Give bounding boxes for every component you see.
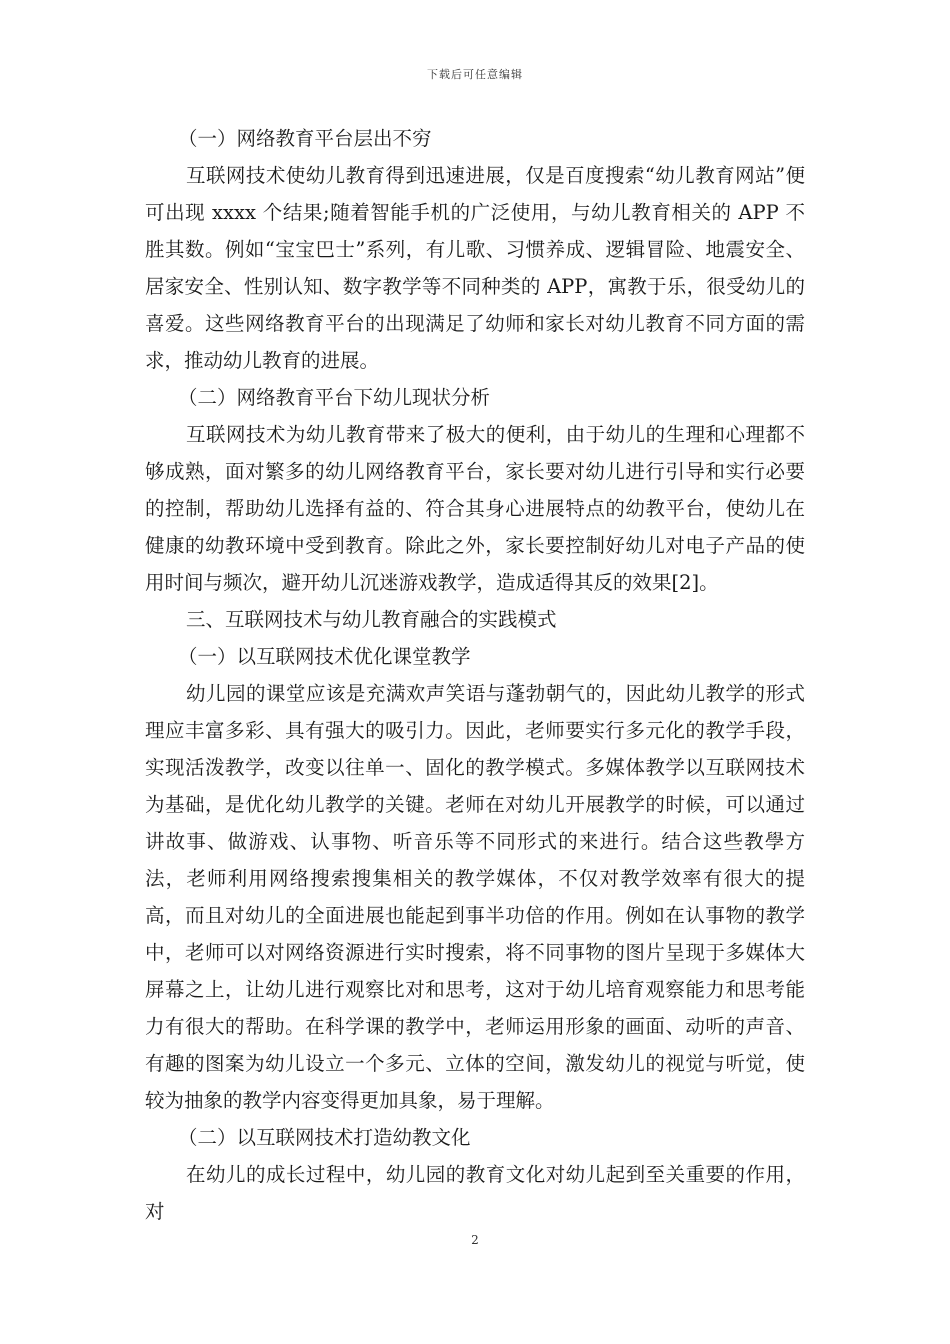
paragraph-optimize-classroom: 幼儿园的课堂应该是充满欢声笑语与蓬勃朝气的，因此幼儿教学的形式理应丰富多彩、具有强大的吸引力。因此，老师要实行多元化的教学手段，实现活泼教学，改变以往单一、固化的教学模式。多媒体教学以互联网技术为基础，是优化幼儿教学的关键。老师在对幼儿开展教学的时候，可以通过讲故事、做游戏、认事物、听音乐等不同形式的来进行。结合这些教學方法，老师利用网络搜索搜集相关的教学媒体，不仅对教学效率有很大的提高，而且对幼儿的全面进展也能起到事半功倍的作用。例如在认事物的教学中，老师可以对网络资源进行实时搜索，将不同事物的图片呈现于多媒体大屏幕之上，让幼儿进行观察比对和思考，这对于幼儿培育观察能力和思考能力有很大的帮助。在科学课的教学中，老师运用形象的画面、动听的声音、有趣的图案为幼儿设立一个多元、立体的空间，激发幼儿的视觉与听觉，使较为抽象的教学内容变得更加具象，易于理解。: [145, 682, 805, 1112]
page-header: 下载后可任意编辑: [427, 68, 523, 81]
paragraph-preschool-culture: 在幼儿的成长过程中，幼儿园的教育文化对幼儿起到至关重要的作用，对: [145, 1163, 805, 1223]
document-body: [145, 120, 805, 1230]
paragraph-online-platforms: 互联网技术使幼儿教育得到迅速进展，仅是百度搜索“幼儿教育网站”便可出现 xxxx 个结果;随着智能手机的广泛使用，与幼儿教育相关的 APP 不胜其数。例如“宝宝巴士”系列，有儿歌、习惯养成、逻辑冒险、地震安全、居家安全、性别认知、数字教学等不同种类的 APP，寓教于乐，很受幼儿的喜爱。这些网络教育平台的出现满足了幼师和家长对幼儿教育不同方面的需求，推动幼儿教育的进展。: [145, 164, 805, 372]
page-number: 2: [471, 1233, 479, 1247]
section-heading-preschool-culture: （二）以互联网技术打造幼教文化: [178, 1126, 471, 1149]
section-heading-online-platforms: （一）网络教育平台层出不穷: [178, 127, 432, 150]
section-heading-optimize-classroom: （一）以互联网技术优化课堂教学: [178, 645, 471, 668]
paragraph-current-situation: 互联网技术为幼儿教育带来了极大的便利，由于幼儿的生理和心理都不够成熟，面对繁多的幼儿网络教育平台，家长要对幼儿进行引导和实行必要的控制，帮助幼儿选择有益的、符合其身心进展特点的幼教平台，使幼儿在健康的幼教环境中受到教育。除此之外，家长要控制好幼儿对电子产品的使用时间与频次，避开幼儿沉迷游戏教学，造成适得其反的效果[2]。: [145, 423, 805, 594]
chapter-heading-practice-modes: 三、互联网技术与幼儿教育融合的实践模式: [186, 608, 557, 631]
section-heading-current-situation: （二）网络教育平台下幼儿现状分析: [178, 386, 491, 409]
